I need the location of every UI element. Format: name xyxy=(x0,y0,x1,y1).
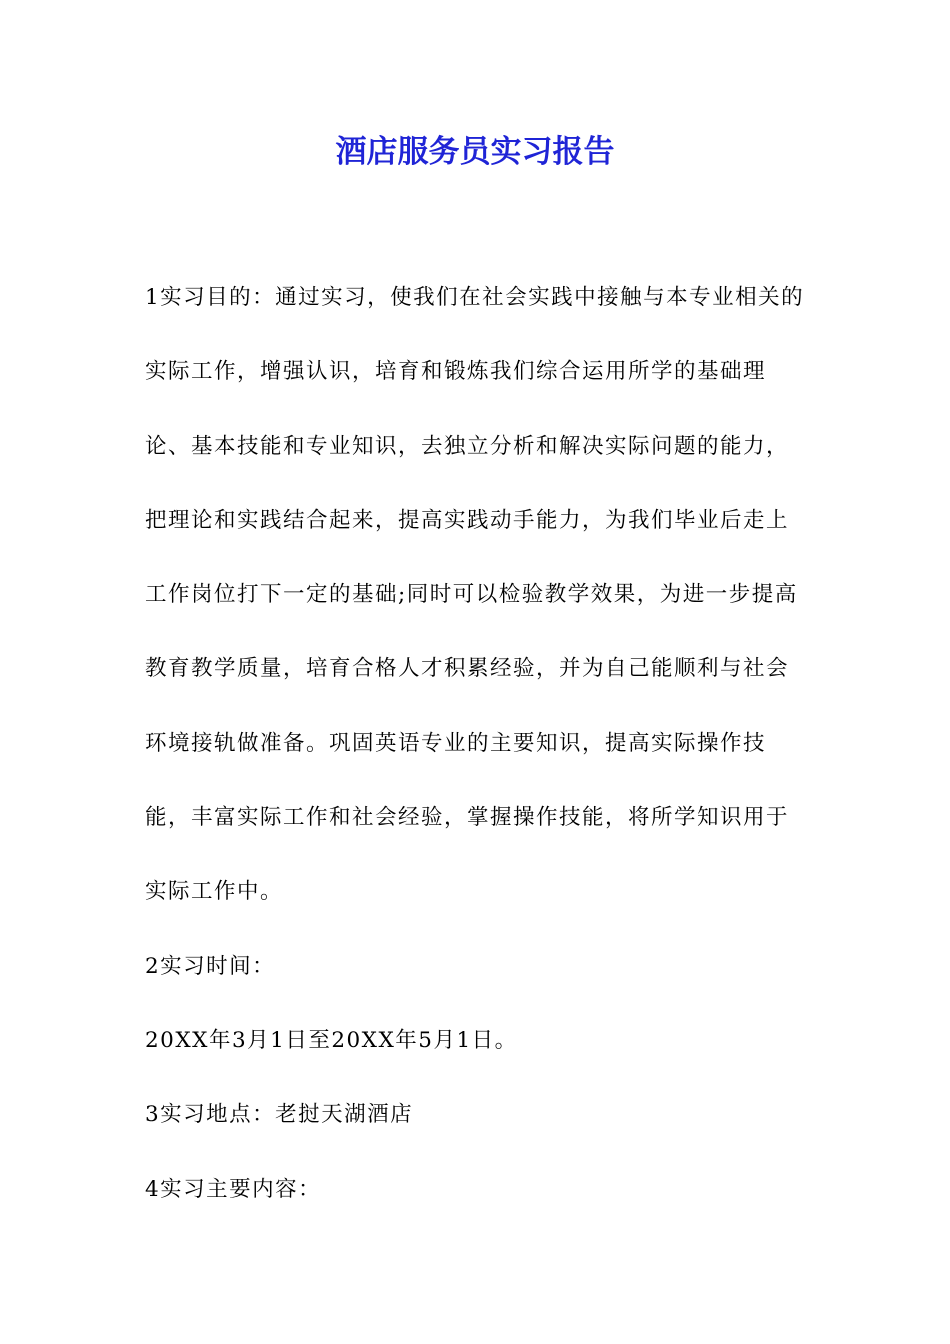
paragraph-content-heading: 4实习主要内容： xyxy=(145,1176,322,1202)
paragraph-location: 3实习地点：老挝天湖酒店 xyxy=(145,1102,414,1128)
paragraph-purpose: 1实习目的：通过实习，使我们在社会实践中接触与本专业相关的实际工作，增强认识，培育和锻炼我们综合运用所学的基础理论、基本技能和专业知识，去独立分析和解决实际问题的能力，把理论和实践结合起来，提高实践动手能力，为我们毕业后走上工作岗位打下一定的基础;同时可以检验教学效果，为进一步提高教育教学质量，培育合格人才积累经验，并为自己能顺利与社会环境接轨做准备。巩固英语专业的主要知识，提高实际操作技能，丰富实际工作和社会经验，掌握操作技能，将所学知识用于实际工作中。 xyxy=(145,285,805,905)
paragraph-time-heading: 2实习时间： xyxy=(145,953,276,979)
document-body xyxy=(145,261,807,1227)
paragraph-time-value: 20XX年3月1日至20XX年5月1日。 xyxy=(145,1027,518,1053)
document-title: 酒店服务员实习报告 xyxy=(335,134,615,170)
